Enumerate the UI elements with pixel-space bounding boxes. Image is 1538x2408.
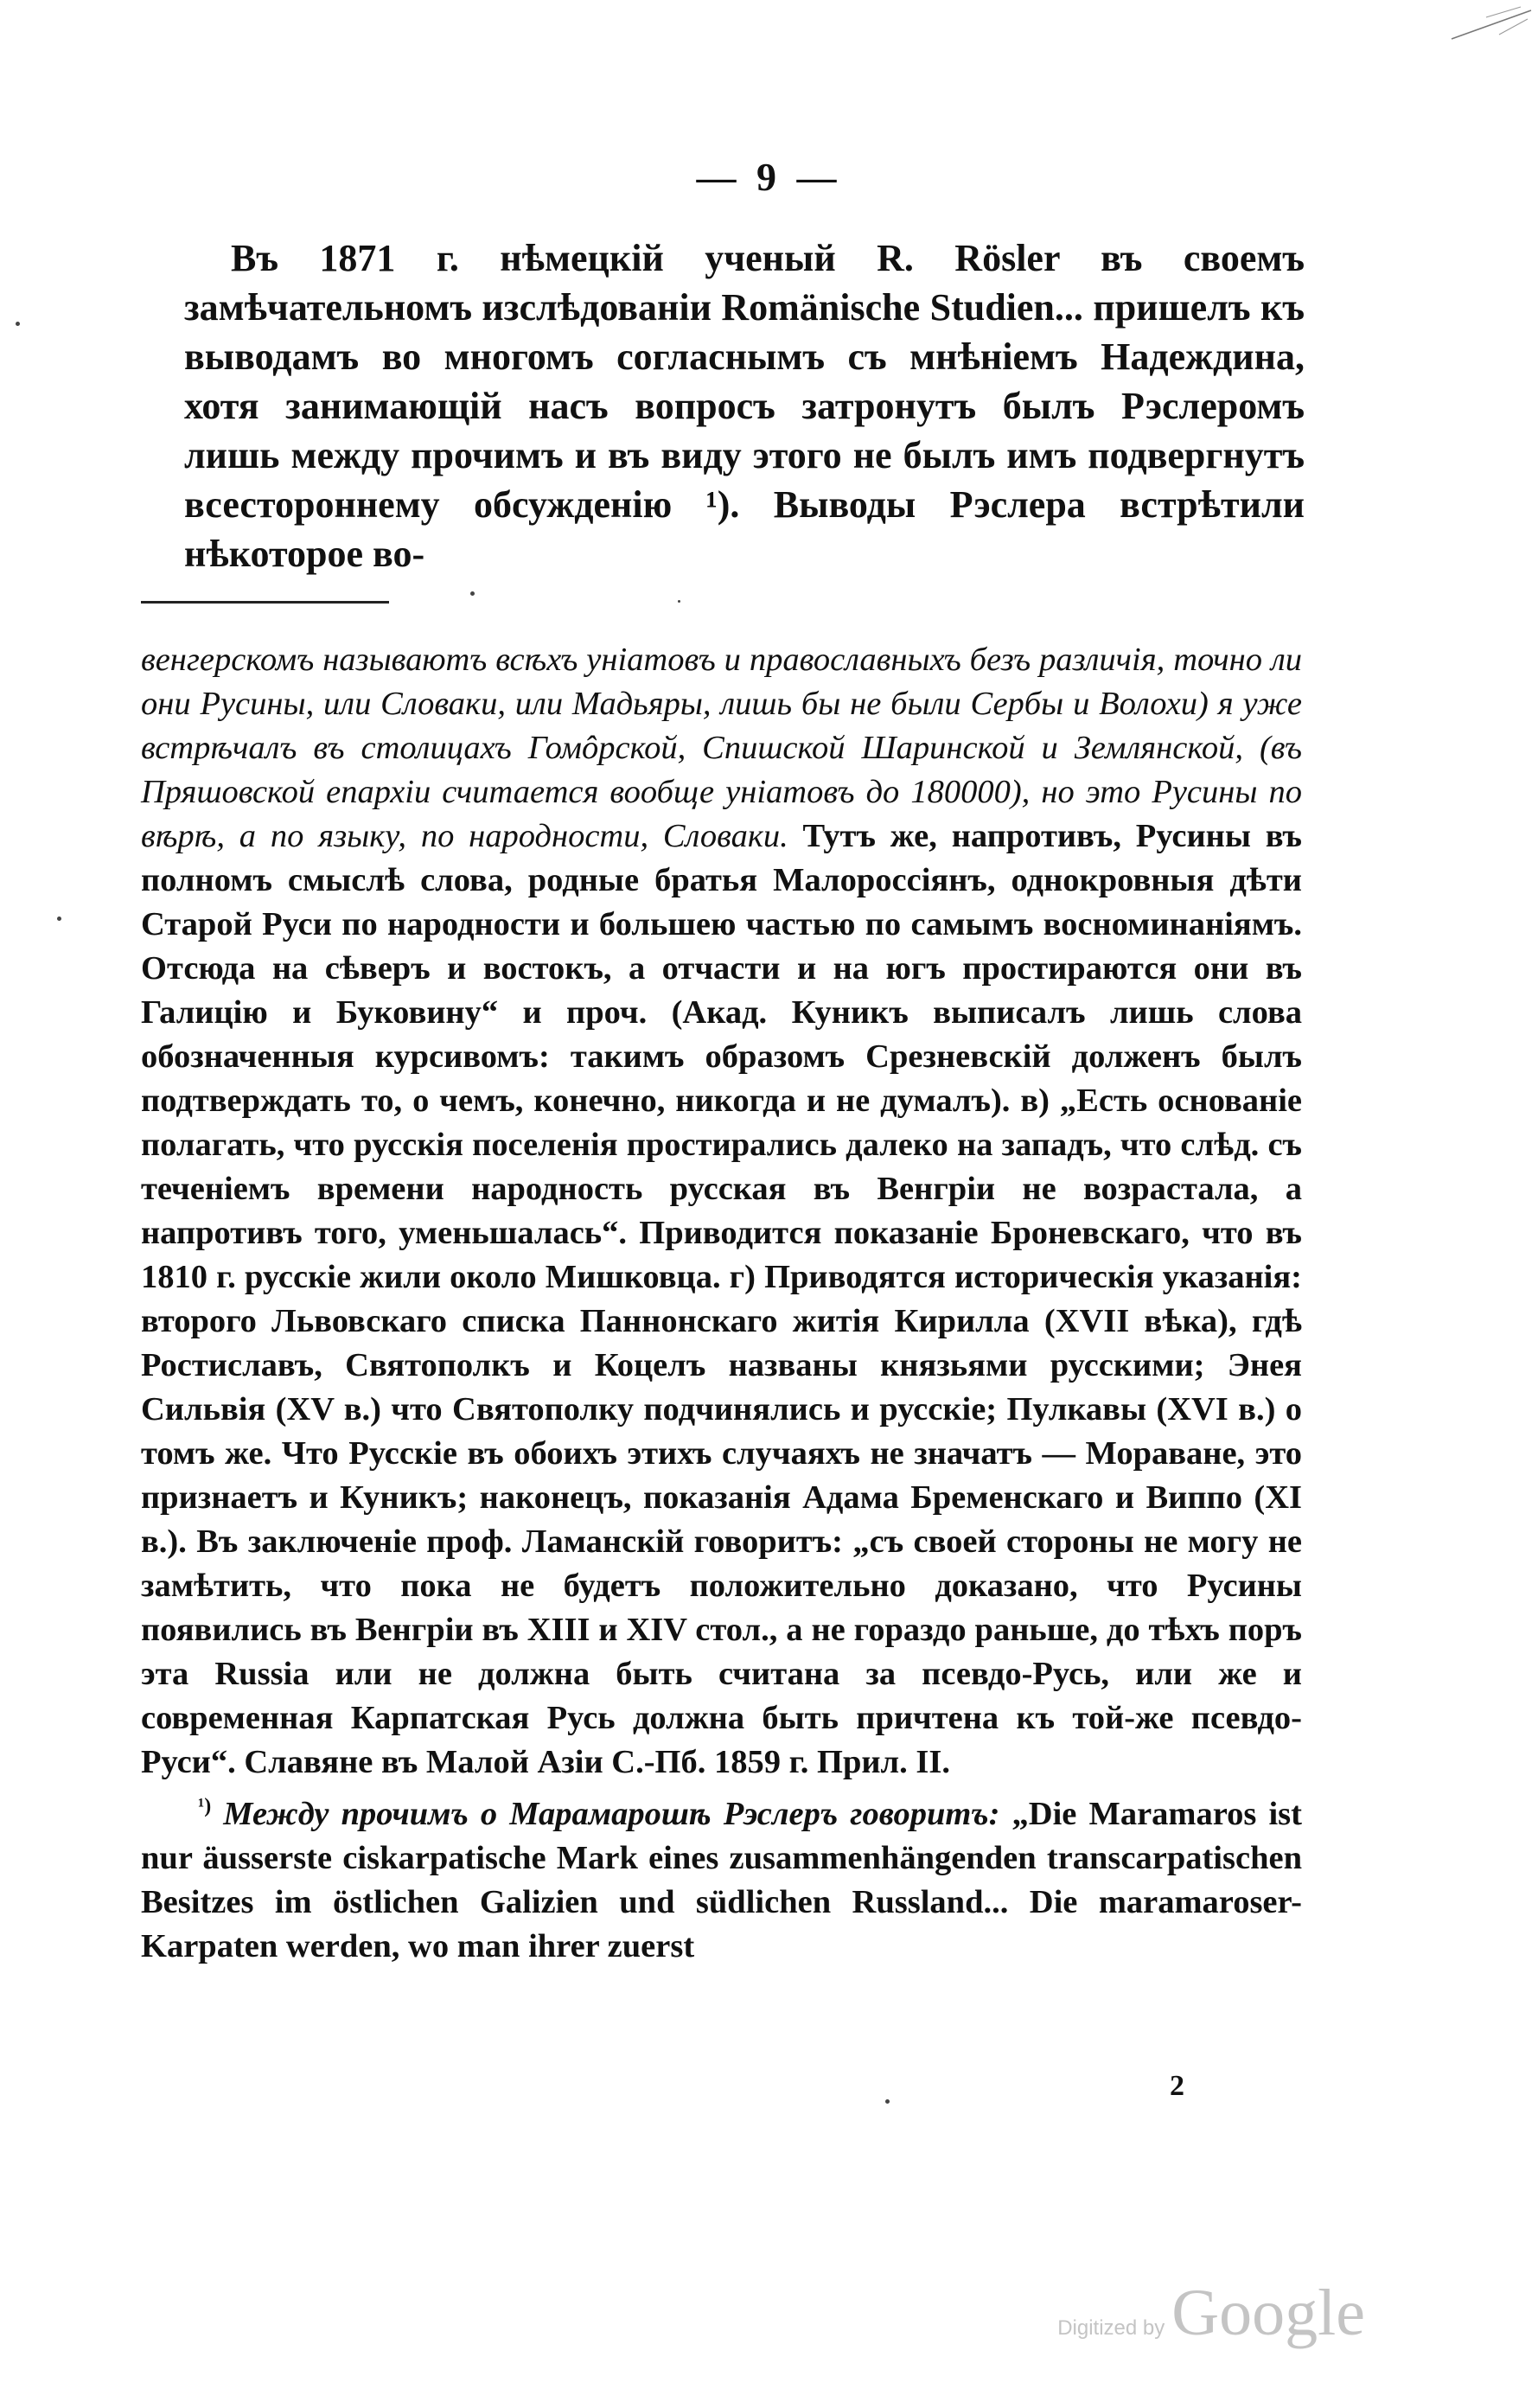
footnote-1-german-quote: „Die Maramaros ist nur äusserste ciskarpatische Mark eines zusammenhängenden transcarpatischen Besitzes im östlichen Galizien und südlichen Russland... Die maramaroser-Karpaten werden, wo man ihrer zuerst: [141, 1796, 1302, 1964]
scan-speck: [16, 322, 20, 326]
google-logo: Google: [1171, 2277, 1365, 2349]
digitized-watermark: [1057, 2276, 1365, 2351]
footnote-plain-text: Тутъ же, напротивъ, Русины въ полномъ смыслѣ слова, родные братья Малороссіянъ, однокровныя дѣти Старой Руси по народности и большею частью по самымъ восноминаніямъ. Отсюда на сѣверъ и востокъ, а отчасти и на югъ простираются они въ Галицію и Буковину“ и проч. (Акад. Куникъ выписалъ лишь слова обозначенныя курсивомъ: такимъ образомъ Срезневскій долженъ былъ подтверждать то, о чемъ, конечно, никогда и не думалъ). в) „Есть основаніе полагать, что русскія поселенія простирались далеко на западъ, что слѣд. съ теченіемъ времени народность русская въ Венгріи не возрастала, а напротивъ того, уменьшалась“. Приводится показаніе Броневскаго, что въ 1810 г. русскіе жили около Мишковца. г) Приводятся историческія указанія: второго Львовскаго списка Паннонскаго житія Кирилла (XVII вѣка), гдѣ Ростиславъ, Святополкъ и Коцелъ названы князьями русскими; Энея Сильвія (XV в.) что Святополку подчинялись и русскіе; Пулкавы (XVI в.) о томъ же. Что Русскіе въ обоихъ этихъ случаяхъ не значатъ — Мораване, это признаетъ и Куникъ; наконецъ, показанія Адама Бременскаго и Виппо (XI в.). Въ заключеніе проф. Ламанскій говоритъ: „съ своей стороны не могу не замѣтить, что пока не будетъ положительно доказано, что Русины появились въ Венгріи въ XIII и XIV стол., а не гораздо раньше, до тѣхъ поръ эта Russia или не должна быть считана за псевдо-Русь, или же и современная Карпатская Русь должна быть причтена къ той-же псевдо-Руси“. Славяне въ Малой Азіи С.-Пб. 1859 г. Прил. II.: [141, 818, 1302, 1780]
footnote-1-marker: ¹): [198, 1795, 212, 1817]
main-paragraph: Въ 1871 г. нѣмецкій ученый R. Rösler въ своемъ замѣчательномъ изслѣдованіи Romänische Studien... пришелъ къ выводамъ во многомъ согласнымъ съ мнѣніемъ Надеждина, хотя занимающій насъ вопросъ затронутъ былъ Рэслеромъ лишь между прочимъ и въ виду этого не былъ имъ подвергнутъ всестороннему обсужденію ¹). Выводы Рэслера встрѣтили нѣкоторое во-: [184, 237, 1305, 575]
scan-speck: [57, 917, 61, 921]
footnote-1: [141, 1785, 1302, 1969]
main-text-block: [184, 233, 1305, 578]
watermark-caption: Digitized by: [1057, 2316, 1165, 2340]
footnote-italic-quote: венгерскомъ называютъ всѣхъ уніатовъ и православныхъ безъ различія, точно ли они Русины, или Словаки, или Мадьяры, лишь бы не были Сербы и Волохи) я уже встрѣчалъ въ столицахъ Гомôрской, Спишской Шаринской и Землянской, (въ Пряшовской епархіи считается вообще уніатовъ до 180000), но это Русины по вѣрѣ, а по языку, по народности, Словаки.: [141, 642, 1302, 854]
footnote-1-intro: Между прочимъ о Марамарошѣ Рэслеръ говоритъ:: [211, 1796, 1012, 1832]
footnotes-block: [141, 638, 1302, 1969]
footnote-separator: [141, 601, 389, 604]
scan-speck: [470, 591, 475, 596]
page-number: — 9 —: [696, 155, 842, 199]
signature-mark: 2: [1170, 2070, 1184, 2102]
footnote-continuation: [141, 638, 1302, 1785]
pen-stroke-mark: [1434, 0, 1538, 69]
scan-speck: [885, 2099, 890, 2104]
scan-speck: [678, 600, 680, 603]
